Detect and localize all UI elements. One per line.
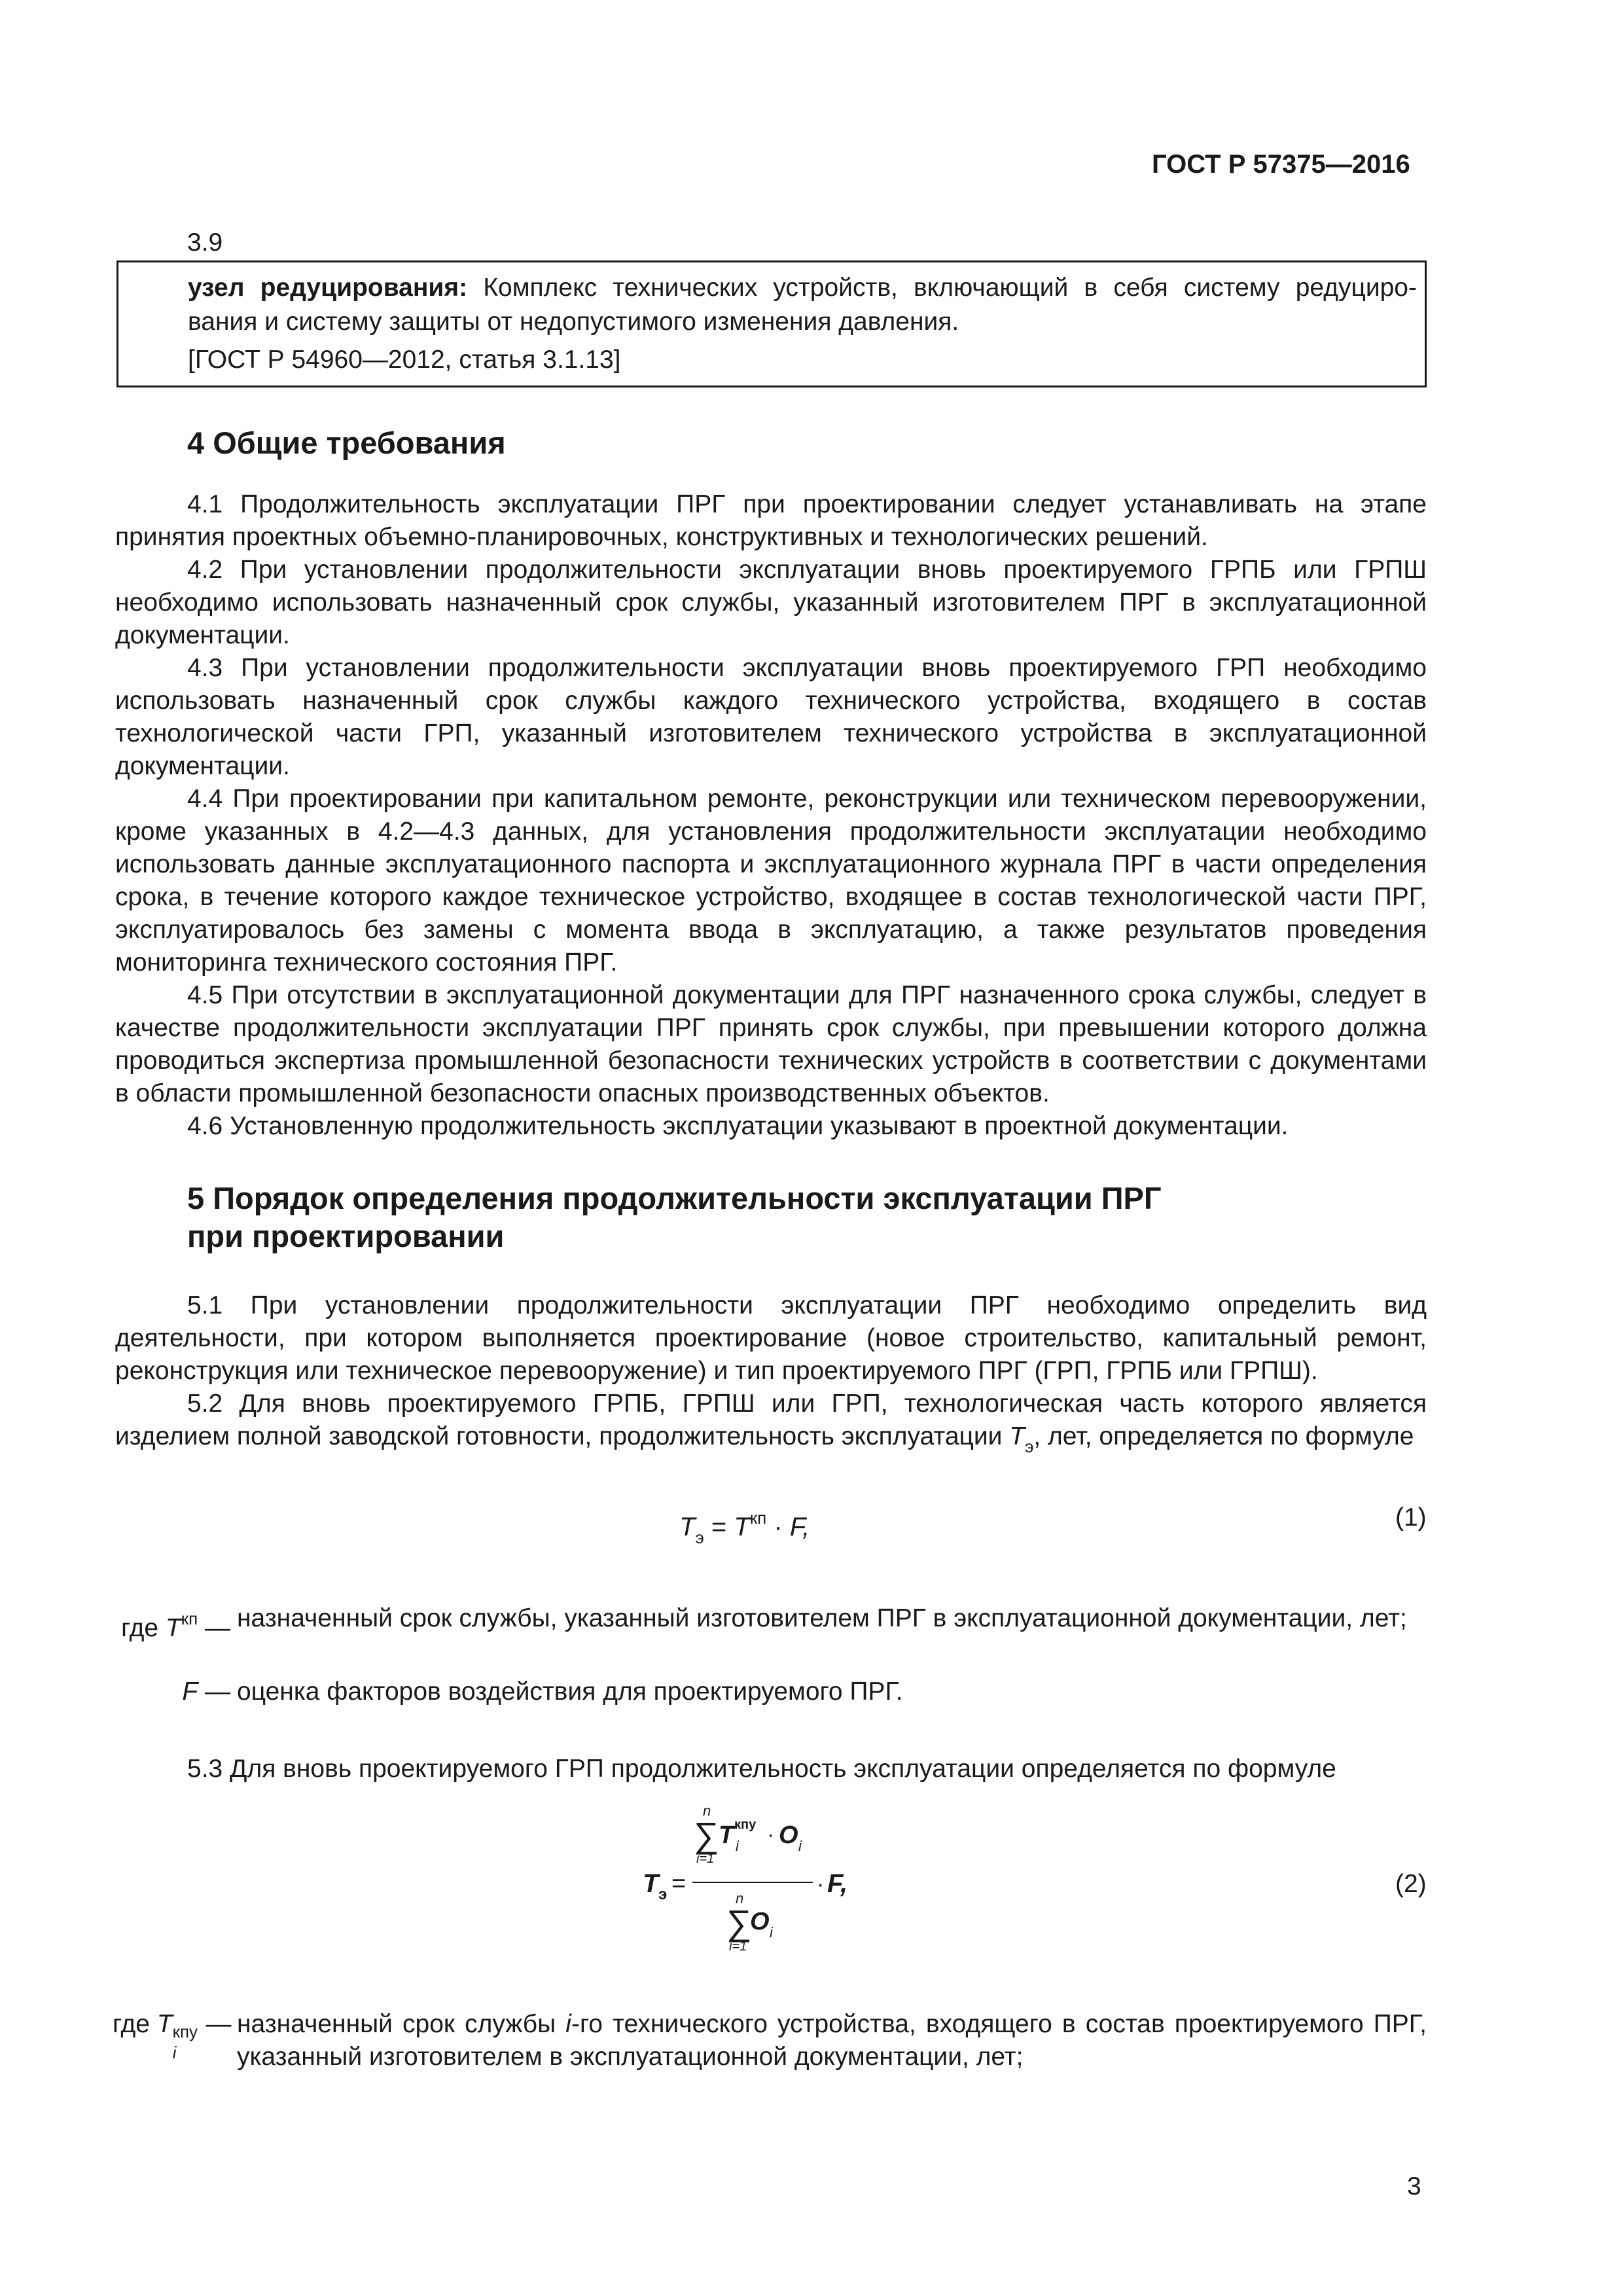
where-2-label-tkpu	[113, 2008, 232, 2062]
formula-1	[679, 1501, 810, 1554]
paragraph-4-3: 4.3 При установлении продолжительности эксплуатации вновь проектируемого ГРП необходимо использовать назначенный срок службы каждого технического устройства, входящего в состав технологической части ГРП, указанный изготовителем технического устройства в эксплуатационной документации.	[115, 654, 1427, 780]
paragraph-5-1: 5.1 При установлении продолжительности эксплуатации ПРГ необходимо определить вид деятельности, при котором выполняется проектирование (новое строительство, капитальный ремонт, реконструкция или техническое перевооружение) и тип проектируемого ПРГ (ГРП, ГРПБ или ГРПШ).	[115, 1291, 1427, 1385]
formula-2-num-t: T	[719, 1821, 734, 1849]
paragraph-4-1: 4.1 Продолжительность эксплуатации ПРГ при проектировании следует устанавливать на этапе принятия проектных объемно-планировочных, конструктивных и технологических решений.	[115, 490, 1427, 551]
paragraph-5-2-end: , лет, определяется по формуле	[1033, 1422, 1414, 1450]
section-5-title-line-1: 5 Порядок определения продолжительности эксплуатации ПРГ	[187, 1181, 1162, 1215]
formula-2-den-o-subscript: i	[770, 1924, 773, 1941]
section-5-title-line-2: при проектировании	[187, 1219, 505, 1253]
where-1-text-f: оценка факторов воздействия для проектируемого ПРГ.	[237, 1677, 903, 1706]
formula-2-den-o: O	[750, 1908, 770, 1935]
where-1-text-tkp: назначенный срок службы, указанный изготовителем ПРГ в эксплуатационной документации, лет;	[237, 1604, 1407, 1632]
where-symbol-f: F	[182, 1677, 198, 1706]
term-definition-line-1	[188, 272, 1417, 304]
formula-2-num-o: O	[779, 1821, 798, 1849]
paragraph-5-2	[115, 1388, 1427, 1463]
where-label-prefix: где	[113, 2010, 150, 2038]
where-label-prefix: где	[121, 1614, 159, 1642]
formula-2-equals: =	[671, 1870, 687, 1897]
where-dash: —	[205, 2010, 232, 2038]
formula-1-dot: ·	[774, 1513, 783, 1541]
term-source: [ГОСТ Р 54960—2012, статья 3.1.13]	[188, 346, 621, 374]
formula-2-num-t-superscript: кпу	[734, 1818, 757, 1832]
formula-1-number: (1)	[1395, 1503, 1427, 1532]
formula-2-num-dot: ·	[767, 1822, 775, 1847]
formula-2-num-sum-upper: n	[703, 1803, 711, 1819]
where-dash: —	[205, 1677, 230, 1706]
formula-1-lhs-subscript: э	[695, 1528, 704, 1547]
formula-1-lhs: T	[679, 1513, 696, 1541]
formula-2	[628, 1803, 890, 1960]
formula-1-rhs-f: F,	[789, 1513, 810, 1541]
term-definition-line-2: вания и систему защиты от недопустимого изменения давления.	[188, 308, 959, 336]
formula-2-number: (2)	[1395, 1870, 1427, 1898]
formula-1-equals: =	[711, 1513, 727, 1541]
formula-2-num-sum-lower: i=1	[696, 1852, 715, 1866]
term-name: узел редуцирования:	[188, 274, 468, 302]
where-symbol-t: T	[165, 1614, 181, 1642]
where-symbol-t-superscript: кпу	[172, 2022, 198, 2041]
where-2-text-part-a: назначенный срок службы	[237, 2010, 566, 2038]
where-symbol-t-subscript: i	[172, 2043, 177, 2062]
variable-t-subscript: э	[1025, 1437, 1034, 1456]
formula-1-rhs-t: T	[734, 1513, 750, 1541]
formula-2-times: ·	[817, 1872, 825, 1897]
formula-2-num-t-subscript: i	[736, 1838, 739, 1854]
page-number: 3	[1407, 2172, 1421, 2200]
term-definition-box	[116, 260, 1427, 387]
formula-2-lhs-subscript: э	[658, 1886, 668, 1903]
formula-2-num-o-subscript: i	[798, 1838, 802, 1854]
where-1-label-f	[113, 1676, 230, 1708]
formula-2-num-sum-icon: ∑	[694, 1816, 719, 1855]
where-1-label-tkp	[113, 1602, 230, 1645]
paragraph-5-3: 5.3 Для вновь проектируемого ГРП продолжительность эксплуатации определяется по формуле	[187, 1755, 1336, 1783]
where-2-text-tkpu	[237, 2008, 1427, 2073]
where-2-text-part-b: -го технического устройства, входящего в состав проектируемого ПРГ, указанный изготовителем в эксплуатационной документации, лет;	[237, 2010, 1427, 2071]
where-2-text-italic-i: i	[565, 2010, 571, 2038]
formula-2-den-sum-lower: i=1	[729, 1939, 747, 1954]
where-symbol-t-superscript: кп	[181, 1609, 198, 1628]
term-number: 3.9	[187, 228, 223, 257]
paragraph-4-4: 4.4 При проектировании при капитальном ремонте, реконструкции или техническом перевооружении, кроме указанных в 4.2—4.3 данных, для установления продолжительности эксплуатации необходимо использовать данные эксплуатационного паспорта и эксплуатационного журнала ПРГ в части определения срока, в течение которого каждое техническое устройство, входящее в состав технологической части ПРГ, эксплуатировалось без замены с момента ввода в эксплуатацию, а также результатов проведения мониторинга технического состояния ПРГ.	[115, 785, 1427, 977]
document-code-header: ГОСТ Р 57375—2016	[1152, 150, 1410, 179]
paragraph-4-6: 4.6 Установленную продолжительность эксплуатации указывают в проектной документации.	[187, 1112, 1289, 1140]
term-definition-part-1: Комплекс технических устройств, включающий в себя систему редуциро-	[483, 274, 1417, 302]
where-dash: —	[205, 1614, 230, 1642]
formula-1-rhs-superscript: кп	[749, 1508, 767, 1528]
section-4-title: 4 Общие требования	[187, 425, 506, 460]
formula-2-f: F,	[827, 1869, 848, 1898]
formula-2-lhs: T	[643, 1869, 659, 1898]
formula-2-den-sum-upper: n	[736, 1890, 744, 1907]
paragraph-5-2-start: 5.2 Для вновь проектируемого ГРПБ, ГРПШ или ГРП, технологическая часть которого является изделием полной заводской готовности, продолжительность эксплуатации	[115, 1390, 1427, 1450]
formula-2-den-sum-icon: ∑	[726, 1903, 752, 1943]
paragraph-4-2: 4.2 При установлении продолжительности эксплуатации вновь проектируемого ГРПБ или ГРПШ необходимо использовать назначенный срок службы, указанный изготовителем ПРГ в эксплуатационной документации.	[115, 556, 1427, 649]
variable-t: T	[1009, 1422, 1026, 1450]
paragraph-4-5: 4.5 При отсутствии в эксплуатационной документации для ПРГ назначенного срока службы, следует в качестве продолжительности эксплуатации ПРГ принять срок службы, при превышении которого должна проводиться экспертиза промышленной безопасности технических устройств в соответствии с документами в области промышленной безопасности опасных производственных объектов.	[115, 981, 1427, 1107]
where-symbol-t: T	[156, 2010, 173, 2038]
